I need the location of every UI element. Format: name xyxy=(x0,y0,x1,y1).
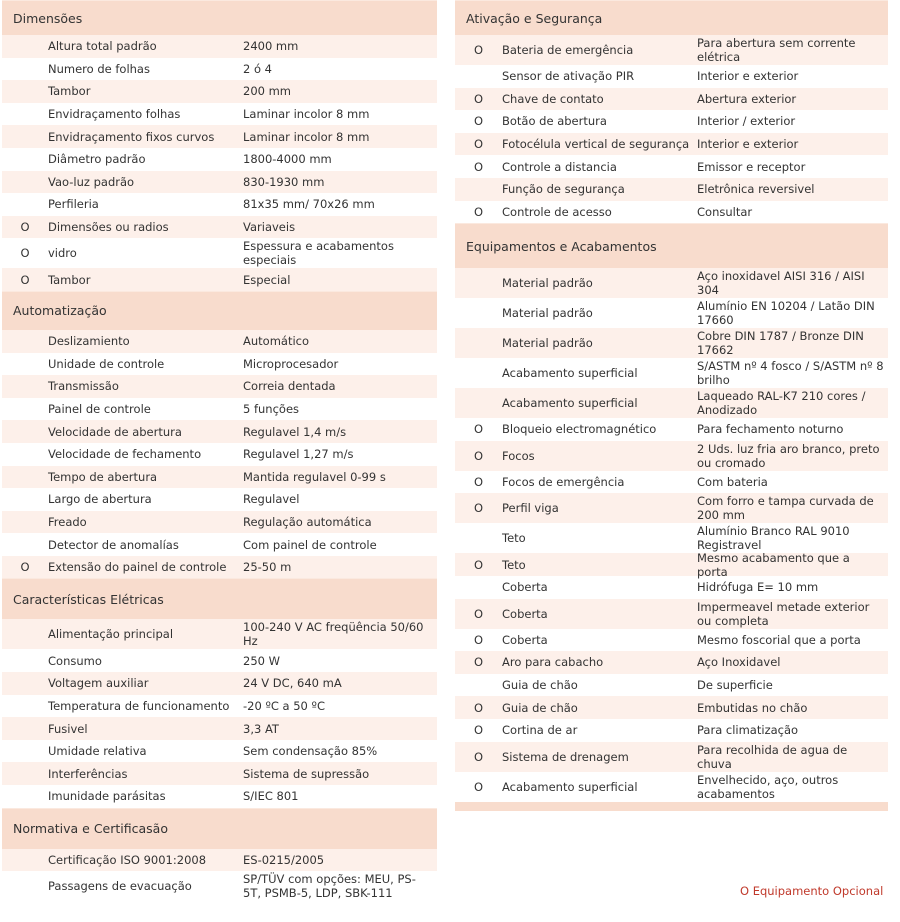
spec-value: Alumínio EN 10204 / Latão DIN 17660 xyxy=(697,299,875,328)
spec-label: Guia de chão xyxy=(502,700,578,715)
spec-value: S/ASTM nº 4 fosco / S/ASTM nº 8 brilho xyxy=(697,359,884,388)
spec-row xyxy=(455,65,888,88)
spec-value: 2 ó 4 xyxy=(243,61,272,76)
spec-row xyxy=(455,599,888,629)
spec-label: Controle de acesso xyxy=(502,204,612,219)
spec-value: Laminar incolor 8 mm xyxy=(243,129,370,144)
spec-row xyxy=(2,556,437,579)
spec-row xyxy=(2,488,437,511)
spec-value: Especial xyxy=(243,272,291,287)
spec-value: 100-240 V AC freqüência 50/60 Hz xyxy=(243,620,424,649)
spec-row xyxy=(2,443,437,466)
spec-row xyxy=(455,772,888,802)
spec-label: Aro para cabacho xyxy=(502,655,604,670)
spec-label: Envidraçamento folhas xyxy=(48,107,181,122)
spec-label: Material padrão xyxy=(502,306,593,321)
spec-row xyxy=(2,268,437,291)
spec-label: Controle a distancia xyxy=(502,159,617,174)
spec-value: Para abertura sem corrente elétrica xyxy=(697,36,856,64)
spec-value: Para recolhida de agua de chuva xyxy=(697,742,848,771)
spec-label: Detector de anomalías xyxy=(48,537,179,552)
spec-value: Impermeavel metade exterior ou completa xyxy=(697,599,870,628)
spec-row xyxy=(2,717,437,740)
spec-row xyxy=(455,674,888,697)
spec-label: Perfileria xyxy=(48,197,99,212)
spec-label: Extensão do painel de controle xyxy=(48,560,227,575)
spec-row xyxy=(2,35,437,58)
optional-legend: O Equipamento Opcional xyxy=(740,884,884,898)
left-column xyxy=(2,0,437,901)
spec-row xyxy=(2,80,437,103)
spec-row xyxy=(455,576,888,599)
spec-row xyxy=(2,58,437,81)
spec-row xyxy=(2,171,437,194)
spec-label: Sensor de ativação PIR xyxy=(502,69,635,84)
spec-row xyxy=(455,268,888,298)
section-title: Dimensões xyxy=(2,0,437,35)
spec-label: Bateria de emergência xyxy=(502,43,634,57)
spec-label: Alimentação principal xyxy=(48,627,174,642)
spec-row xyxy=(2,216,437,239)
spec-label: Transmissão xyxy=(48,379,119,394)
spec-value: Interior e exterior xyxy=(697,137,799,152)
spec-row xyxy=(455,550,888,579)
spec-row xyxy=(455,493,888,523)
spec-label: Velocidade de abertura xyxy=(48,424,182,439)
spec-row xyxy=(455,696,888,719)
spec-value: Microprocesador xyxy=(243,356,339,371)
spec-value: Mesmo foscorial que a porta xyxy=(697,632,861,647)
spec-label: Tambor xyxy=(48,272,91,287)
spec-row xyxy=(2,871,437,901)
spec-row xyxy=(455,178,888,201)
optional-marker: O xyxy=(473,655,484,670)
spec-row xyxy=(2,353,437,376)
spec-row xyxy=(455,629,888,652)
spec-label: Coberta xyxy=(502,580,548,595)
spec-label: Freado xyxy=(48,514,87,529)
spec-row xyxy=(2,125,437,148)
spec-value: Automático xyxy=(243,334,310,349)
spec-row xyxy=(2,148,437,171)
optional-marker: O xyxy=(473,475,484,490)
spec-value: Aço inoxidavel AISI 316 / AISI 304 xyxy=(697,269,865,298)
spec-row xyxy=(455,523,888,553)
spec-label: Chave de contato xyxy=(502,91,604,106)
spec-value: Laminar incolor 8 mm xyxy=(243,107,370,122)
spec-row xyxy=(2,672,437,695)
spec-value: Laqueado RAL-K7 210 cores / Anodizado xyxy=(697,389,866,418)
optional-marker: O xyxy=(473,723,484,738)
spec-value: Sistema de supressão xyxy=(243,766,370,781)
spec-value: Embutidas no chão xyxy=(697,700,808,715)
spec-row xyxy=(455,201,888,224)
spec-label: Imunidade parásitas xyxy=(48,789,166,804)
spec-value: Abertura exterior xyxy=(697,91,797,106)
section-title: Automatização xyxy=(2,291,437,330)
spec-row xyxy=(2,238,437,268)
spec-label: Função de segurança xyxy=(502,182,625,197)
spec-label: Botão de abertura xyxy=(502,114,607,129)
section-normativa-e-certificasao xyxy=(2,808,437,902)
spec-label: Largo de abertura xyxy=(48,492,152,507)
spec-value: 250 W xyxy=(243,653,280,668)
spec-row xyxy=(2,649,437,672)
spec-label: Umidade relativa xyxy=(48,744,147,759)
spec-label: Velocidade de fechamento xyxy=(48,447,202,462)
spec-value: Mesmo acabamento que a porta xyxy=(697,550,850,579)
spec-label: Numero de folhas xyxy=(48,61,150,76)
optional-marker: O xyxy=(473,749,484,764)
section-ativacao-e-seguranca xyxy=(455,0,888,223)
section-dimensoes xyxy=(2,0,437,291)
spec-value: Para climatização xyxy=(697,723,799,738)
optional-marker: O xyxy=(473,422,484,437)
spec-row xyxy=(2,330,437,353)
spec-row xyxy=(2,740,437,763)
spec-label: Acabamento superficial xyxy=(502,779,638,794)
spec-row xyxy=(2,619,437,649)
spec-label: Acabamento superficial xyxy=(502,366,638,381)
spec-value: Regulavel xyxy=(243,492,300,507)
optional-marker: O xyxy=(473,91,484,106)
spec-value: 2 Uds. luz fria aro branco, preto ou cromado xyxy=(697,441,880,470)
spec-label: Temperatura de funcionamento xyxy=(48,698,230,713)
spec-row xyxy=(455,651,888,674)
spec-label: Passagens de evacuação xyxy=(48,879,192,894)
spec-value: Com painel de controle xyxy=(243,537,377,552)
spec-value: Com bateria xyxy=(697,475,768,490)
spec-label: Painel de controle xyxy=(48,402,151,417)
spec-row xyxy=(455,388,888,418)
spec-value: Emissor e receptor xyxy=(697,159,806,174)
spec-value: Espessura e acabamentos especiais xyxy=(243,239,394,268)
optional-marker: O xyxy=(473,204,484,219)
spec-label: Material padrão xyxy=(502,336,593,351)
optional-marker: O xyxy=(473,557,484,572)
spec-value: Interior e exterior xyxy=(697,69,799,84)
spec-value: 1800-4000 mm xyxy=(243,152,332,167)
spec-label: Teto xyxy=(502,531,526,546)
spec-row xyxy=(455,133,888,156)
right-column xyxy=(455,0,888,811)
spec-label: Fusivel xyxy=(48,721,88,736)
optional-marker: O xyxy=(473,606,484,621)
spec-row xyxy=(2,762,437,785)
spec-label: Tempo de abertura xyxy=(48,469,158,484)
spec-table xyxy=(455,268,888,801)
spec-value: S/IEC 801 xyxy=(243,789,299,804)
spec-label: Altura total padrão xyxy=(48,39,157,54)
spec-label: Fotocélula vertical de segurança xyxy=(502,137,690,152)
optional-marker: O xyxy=(20,220,30,235)
spec-label: Focos de emergência xyxy=(502,475,625,490)
spec-value: 2400 mm xyxy=(243,39,299,54)
optional-marker: O xyxy=(473,501,484,516)
spec-label: Bloqueio electromagnético xyxy=(502,422,657,437)
optional-marker: O xyxy=(20,560,30,575)
spec-value: Alumínio Branco RAL 9010 Registravel xyxy=(697,524,850,553)
spec-label: Voltagem auxiliar xyxy=(48,676,149,691)
spec-value: 24 V DC, 640 mA xyxy=(243,676,342,691)
spec-row xyxy=(455,88,888,111)
spec-value: ES-0215/2005 xyxy=(243,852,325,867)
spec-value: Variaveis xyxy=(243,220,296,235)
spec-value: 25-50 m xyxy=(243,560,292,575)
spec-value: Envelhecido, aço, outros acabamentos xyxy=(697,772,839,801)
spec-label: Dimensões ou radios xyxy=(48,220,169,235)
spec-value: Correia dentada xyxy=(243,379,336,394)
spec-row xyxy=(455,719,888,742)
spec-row xyxy=(455,298,888,328)
spec-value: Aço Inoxidavel xyxy=(697,655,781,670)
spec-row xyxy=(455,358,888,388)
spec-value: Regulavel 1,4 m/s xyxy=(243,424,347,439)
optional-marker: O xyxy=(473,137,484,152)
section-title: Normativa e Certificasão xyxy=(2,808,437,849)
spec-row xyxy=(2,420,437,443)
spec-value: 3,3 AT xyxy=(243,721,279,736)
spec-value: Mantida regulavel 0-99 s xyxy=(243,469,386,484)
spec-label: Sistema de drenagem xyxy=(502,749,629,764)
optional-marker: O xyxy=(20,272,30,287)
spec-table xyxy=(455,35,888,223)
optional-marker: O xyxy=(473,43,484,57)
spec-label: Unidade de controle xyxy=(48,356,165,371)
spec-table xyxy=(2,330,437,579)
spec-value: Regulação automática xyxy=(243,514,372,529)
spec-row xyxy=(2,695,437,718)
section-title: Ativação e Segurança xyxy=(455,0,888,35)
spec-label: Vao-luz padrão xyxy=(48,174,135,189)
spec-value: Sem condensação 85% xyxy=(243,744,378,759)
spec-label: Cortina de ar xyxy=(502,723,578,738)
spec-row xyxy=(2,849,437,872)
spec-row xyxy=(2,533,437,556)
spec-row xyxy=(455,418,888,441)
spec-value: Interior / exterior xyxy=(697,114,796,129)
spec-row xyxy=(455,110,888,133)
spec-value: 5 funções xyxy=(243,402,300,417)
spec-row xyxy=(2,193,437,216)
optional-marker: O xyxy=(20,246,30,261)
spec-row xyxy=(455,35,888,65)
spec-label: vidro xyxy=(48,246,77,261)
spec-label: Material padrão xyxy=(502,276,593,291)
spec-row xyxy=(455,471,888,494)
optional-marker: O xyxy=(473,779,484,794)
spec-label: Consumo xyxy=(48,653,102,668)
spec-table xyxy=(2,35,437,291)
spec-table xyxy=(2,849,437,902)
spec-value: 200 mm xyxy=(243,84,292,99)
spec-row xyxy=(2,511,437,534)
optional-marker: O xyxy=(473,632,484,647)
spec-value: 830-1930 mm xyxy=(243,174,325,189)
section-automatizacao xyxy=(2,291,437,579)
spec-row xyxy=(455,441,888,471)
spec-value: Regulavel 1,27 m/s xyxy=(243,447,354,462)
spec-value: De superficie xyxy=(697,678,773,693)
spec-label: Tambor xyxy=(48,84,91,99)
spec-row xyxy=(455,155,888,178)
section-title: Equipamentos e Acabamentos xyxy=(455,223,888,268)
spec-label: Envidraçamento fixos curvos xyxy=(48,129,215,144)
optional-marker: O xyxy=(473,159,484,174)
spec-row xyxy=(2,375,437,398)
spec-label: Interferências xyxy=(48,766,128,781)
spec-label: Perfil viga xyxy=(502,501,559,516)
spec-label: Deslizamiento xyxy=(48,334,130,349)
optional-marker: O xyxy=(473,448,484,463)
section-caracteristicas-eletricas xyxy=(2,578,437,807)
spec-label: Coberta xyxy=(502,632,548,647)
spec-label: Teto xyxy=(502,557,526,572)
spec-value: Com forro e tampa curvada de 200 mm xyxy=(697,494,874,523)
spec-row xyxy=(2,103,437,126)
spec-label: Focos xyxy=(502,448,535,463)
spec-row xyxy=(2,398,437,421)
section-equipamentos-e-acabamentos xyxy=(455,223,888,801)
spec-label: Guia de chão xyxy=(502,678,578,693)
spec-row xyxy=(455,742,888,772)
spec-row xyxy=(2,466,437,489)
spec-row xyxy=(455,328,888,358)
spec-table xyxy=(2,619,437,807)
spec-value: Consultar xyxy=(697,204,753,219)
spec-value: Eletrônica reversivel xyxy=(697,182,815,197)
spec-row xyxy=(2,785,437,808)
spec-label: Diâmetro padrão xyxy=(48,152,146,167)
spec-value: -20 ºC a 50 ºC xyxy=(243,698,325,713)
spec-label: Acabamento superficial xyxy=(502,396,638,411)
spec-value: Hidrófuga E= 10 mm xyxy=(697,580,819,595)
spec-value: Cobre DIN 1787 / Bronze DIN 17662 xyxy=(697,329,864,358)
spec-label: Certificação ISO 9001:2008 xyxy=(48,852,207,867)
section-title: Características Elétricas xyxy=(2,578,437,619)
spec-label: Coberta xyxy=(502,606,548,621)
spec-value: SP/TÜV com opções: MEU, PS-5T, PSMB-5, LDP, SBK-111 xyxy=(243,872,416,901)
spec-value: Para fechamento noturno xyxy=(697,422,844,437)
optional-marker: O xyxy=(473,700,484,715)
spec-value: 81x35 mm/ 70x26 mm xyxy=(243,197,375,212)
table-footer-bar xyxy=(455,802,888,811)
optional-marker: O xyxy=(473,114,484,129)
